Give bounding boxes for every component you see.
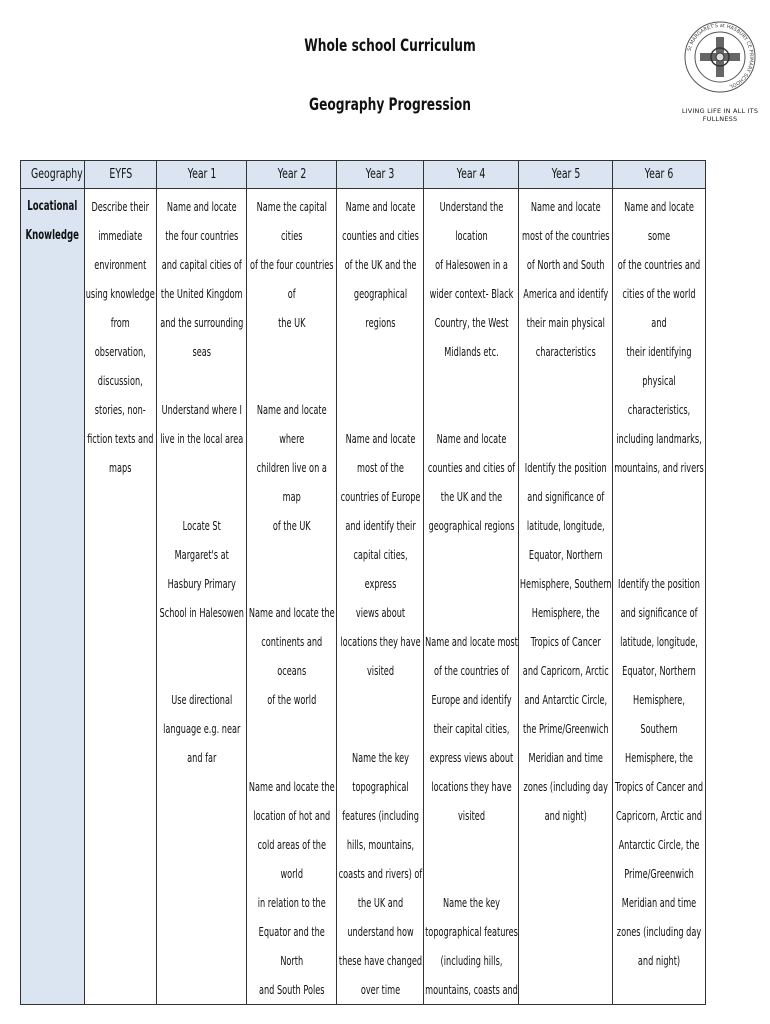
year4-cell <box>424 189 519 1005</box>
row-label-cell <box>21 189 85 1005</box>
row-label: Locational Knowledge <box>25 199 80 243</box>
year2-cell <box>247 189 337 1005</box>
year6-text: Name and locate some of the countries and cities of the world and their identifying physical characteristics, including landmarks, mountains, and rivers Identify the position and significance of latitude, longitude, Equator, Northern Hemisphere, Southern Hemisphere, the Tropics of Cancer and Capricorn, Arctic and Antarctic Circle, the Prime/Greenwich Meridian and time zones (including day and night) <box>614 199 704 968</box>
year4-text: Understand the location of Halesowen in a wider context- Black Country, the West Midlands etc. Name and locate counties and cities of the UK and the geographical regions Name and locate most of the countries of Europe and identify their capital cities, express views about locations they have visited Name the key topographical features (including hills, mountains, coasts and <box>424 199 518 997</box>
col-header-year3: Year 3 <box>337 161 424 189</box>
document-subtitle: Geography Progression <box>309 95 471 115</box>
col-header-geography: Geography <box>21 161 85 189</box>
year3-cell <box>337 189 424 1005</box>
year5-text: Name and locate most of the countries of North and South America and identify their main physical characteristics Identify the position and significance of latitude, longitude, Equator, Northern Hemisphere, Southern Hemisphere, the Tropics of Cancer and Capricorn, Arctic and Antarctic Circle, the Prime/Greenwich Meridian and time zones (including day and night) <box>519 199 612 823</box>
year5-cell <box>519 189 613 1005</box>
col-header-year4: Year 4 <box>424 161 519 189</box>
year1-text: Name and locate the four countries and capital cities of the United Kingdom and the surrounding seas Understand where I live in the local area Locate St Margaret's at Hasbury Primary School in Halesowen Use directional language e.g. near and far <box>159 199 244 765</box>
eyfs-text: Describe their immediate environment using knowledge from observation, discussion, stories, non- fiction texts and maps <box>85 199 156 475</box>
year3-text: Name and locate counties and cities of the UK and the geographical regions Name and locate most of the countries of Europe and identify their capital cities, express views about locations they have visited Name the key topographical features (including hills, mountains, coasts and rivers) of the UK and understand how these have changed over time <box>338 199 422 997</box>
curriculum-table <box>20 160 706 1005</box>
col-header-eyfs: EYFS <box>85 161 157 189</box>
eyfs-cell <box>85 189 157 1005</box>
logo-tagline: LIVING LIFE IN ALL ITS FULLNESS <box>681 107 759 123</box>
logo-ring-text: St MARGARET'S at HASBURY CE PRIMARY SCHOOL <box>686 22 755 90</box>
document-title: Whole school Curriculum <box>304 36 476 56</box>
col-header-year2: Year 2 <box>247 161 337 189</box>
school-logo <box>683 20 757 94</box>
table-row <box>21 189 706 1005</box>
year2-text: Name the capital cities of the four countries of the UK Name and locate where children live on a map of the UK Name and locate the continents and oceans of the world Name and locate the location of hot and cold areas of the world in relation to the Equator and the North and South Poles <box>248 199 335 997</box>
table-header-row <box>21 161 706 189</box>
col-header-year6: Year 6 <box>613 161 706 189</box>
year1-cell <box>157 189 247 1005</box>
year6-cell <box>613 189 706 1005</box>
col-header-year5: Year 5 <box>519 161 613 189</box>
col-header-year1: Year 1 <box>157 161 247 189</box>
